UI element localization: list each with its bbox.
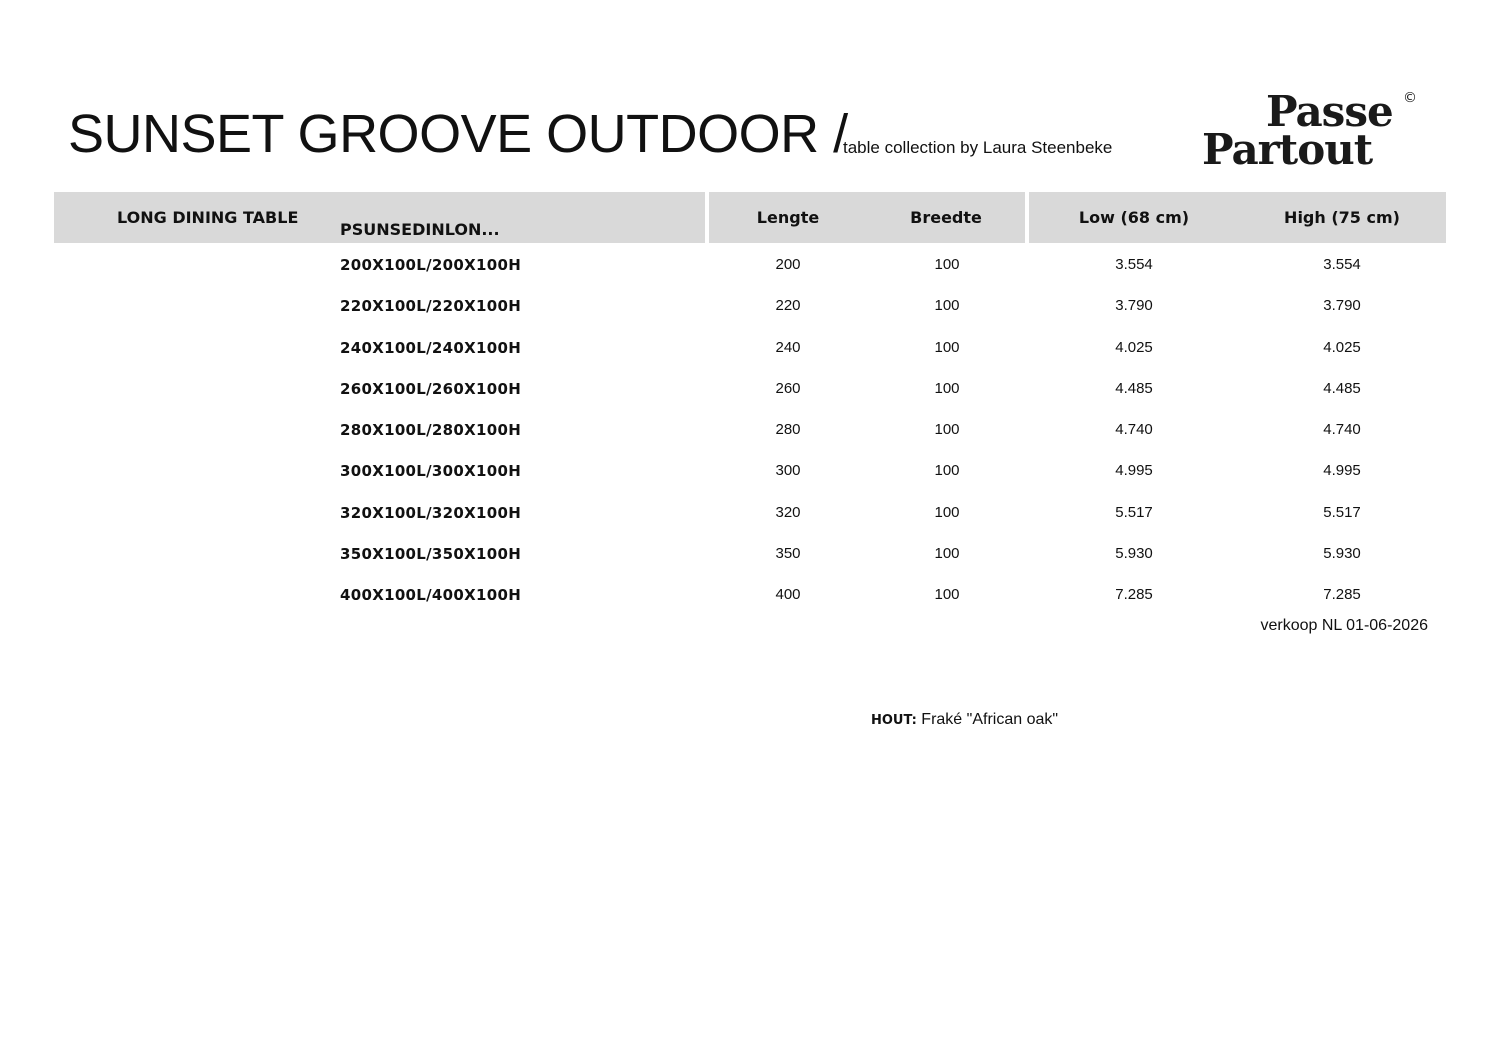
logo-line-1: Passe <box>1266 87 1393 136</box>
row-length: 320 <box>775 504 801 521</box>
row-length: 300 <box>775 462 801 479</box>
row-length: 240 <box>775 339 801 356</box>
row-high-price: 5.930 <box>1323 545 1361 562</box>
row-high-price: 4.995 <box>1323 462 1361 479</box>
high-column-header: High (75 cm) <box>1284 208 1400 227</box>
row-high-price: 4.025 <box>1323 339 1361 356</box>
row-width: 100 <box>934 462 960 479</box>
row-width: 100 <box>934 297 960 314</box>
row-code: 220X100L/220X100H <box>340 297 522 315</box>
row-length: 400 <box>775 586 801 603</box>
page-subtitle: table collection by Laura Steenbeke <box>843 138 1113 157</box>
row-low-price: 3.790 <box>1115 297 1153 314</box>
material-info <box>871 710 1058 731</box>
row-width: 100 <box>934 545 960 562</box>
code-column-header: PSUNSEDINLON... <box>340 220 500 239</box>
row-high-price: 3.554 <box>1323 256 1361 273</box>
row-code: 300X100L/300X100H <box>340 462 522 480</box>
row-width: 100 <box>934 586 960 603</box>
page-title: SUNSET GROOVE OUTDOOR / <box>68 104 848 164</box>
row-high-price: 3.790 <box>1323 297 1361 314</box>
brand-logo <box>1200 88 1425 178</box>
row-width: 100 <box>934 256 960 273</box>
row-length: 350 <box>775 545 801 562</box>
row-high-price: 4.485 <box>1323 380 1361 397</box>
row-code: 320X100L/320X100H <box>340 504 522 522</box>
row-width: 100 <box>934 504 960 521</box>
row-low-price: 3.554 <box>1115 256 1153 273</box>
row-low-price: 7.285 <box>1115 586 1153 603</box>
table-category: LONG DINING TABLE <box>117 208 299 227</box>
row-low-price: 5.930 <box>1115 545 1153 562</box>
row-length: 220 <box>775 297 801 314</box>
price-date-note: verkoop NL 01-06-2026 <box>1260 617 1428 634</box>
row-low-price: 4.995 <box>1115 462 1153 479</box>
row-length: 260 <box>775 380 801 397</box>
row-code: 260X100L/260X100H <box>340 380 522 398</box>
row-high-price: 5.517 <box>1323 504 1361 521</box>
row-code: 280X100L/280X100H <box>340 421 522 439</box>
material-value: Fraké "African oak" <box>921 711 1059 728</box>
row-length: 280 <box>775 421 801 438</box>
row-high-price: 7.285 <box>1323 586 1361 603</box>
row-width: 100 <box>934 421 960 438</box>
logo-line-2: Partout <box>1202 125 1373 174</box>
row-low-price: 5.517 <box>1115 504 1153 521</box>
row-low-price: 4.485 <box>1115 380 1153 397</box>
width-column-header: Breedte <box>910 208 982 227</box>
row-low-price: 4.740 <box>1115 421 1153 438</box>
low-column-header: Low (68 cm) <box>1078 208 1190 227</box>
row-code: 400X100L/400X100H <box>340 586 522 604</box>
material-label: HOUT: <box>871 713 917 728</box>
row-code: 350X100L/350X100H <box>340 545 522 563</box>
row-width: 100 <box>934 339 960 356</box>
row-width: 100 <box>934 380 960 397</box>
copyright-icon: © <box>1403 90 1417 106</box>
row-code: 240X100L/240X100H <box>340 339 522 357</box>
length-column-header: Lengte <box>756 208 820 227</box>
row-low-price: 4.025 <box>1115 339 1153 356</box>
row-length: 200 <box>775 256 801 273</box>
row-high-price: 4.740 <box>1323 421 1361 438</box>
row-code: 200X100L/200X100H <box>340 256 522 274</box>
